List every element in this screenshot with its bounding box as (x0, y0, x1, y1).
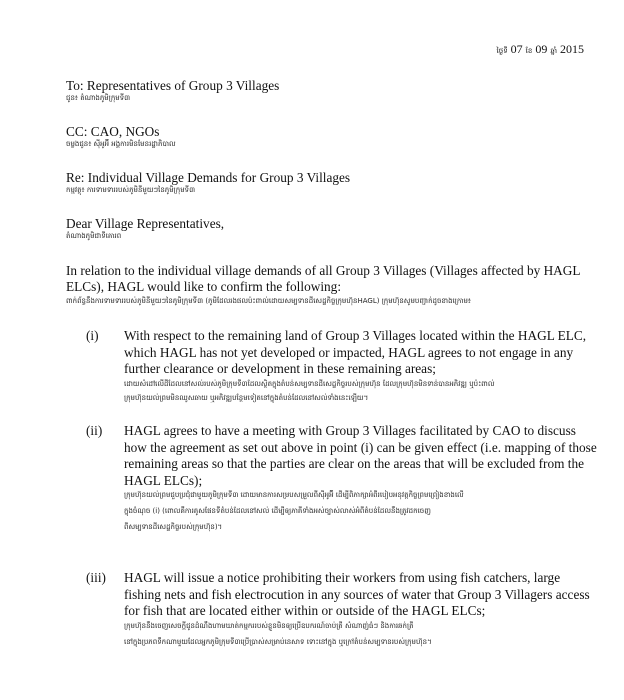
subject-line: Re: Individual Village Demands for Group 3 Villages (66, 170, 351, 185)
item-text-km: ដោយសំដៅលើដីដែលនៅសល់របស់ភូមិក្រុមទី៣ដែលស្ថិតក្នុងតំបន់សម្បទានដីសេដ្ឋកិច្ចរបស់ក្រុមហ៊ុន ដែលក្រុមហ៊ុនមិនទាន់បានអភិវឌ្ឍ ឬប៉ះពាល់ (124, 379, 495, 388)
item-text: HAGL agrees to have a meeting with Group 3 Villages facilitated by CAO to discuss how the agreement as set out above in point (i) can be given effect (i.e. mapping of those remaining areas so that the parties are clear on the areas that will be excluded from the HAGL ELCs); (124, 423, 597, 488)
item-number: (i) (86, 328, 99, 343)
date-day-label: ថ្ងៃទី (496, 47, 508, 55)
cc-block (66, 124, 601, 149)
cc-line: CC: CAO, NGOs (66, 124, 160, 139)
salutation-block (66, 216, 601, 241)
item-text-km: ក្នុងចំណុច (i) (ពោលគឺការគូសផែនទីតំបន់ដែលនៅសល់ ដើម្បីឲ្យភាគីទាំងអស់ច្បាស់លាស់អំពីតំបន់ដែលនឹងត្រូវដកចេញ (124, 507, 431, 516)
date-month-label: ខែ (525, 47, 533, 55)
salutation: Dear Village Representatives, (66, 216, 225, 231)
subject-line-km: កម្មវត្ថុ៖ ការទាមទាររបស់ភូមិនីមួយៗនៃភូមិក្រុមទី៣ (66, 186, 196, 194)
recipient-block (66, 78, 601, 103)
item-text-km: ក្រុមហ៊ុនយល់ព្រមជួបប្រជុំជាមួយភូមិក្រុមទី៣ ដោយមានការសម្របសម្រួលពីស៊ីអូអ៊ី ដើម្បីពិភាក្សាអំពីរបៀបអនុវត្តកិច្ចព្រមព្រៀងខាងលើ (124, 491, 464, 500)
item-text-km: ពីសម្បទានដីសេដ្ឋកិច្ចរបស់ក្រុមហ៊ុន)។ (124, 523, 223, 532)
item-text-km: ក្រុមហ៊ុននឹងចេញសេចក្តីជូនដំណឹងហាមឃាត់កម្មកររបស់ខ្លួនមិនឲ្យប្រើឧបករណ៍ចាប់ត្រី សំណាញ់ធំៗ និងការឆក់ត្រី (124, 621, 414, 630)
intro-text-km: ពាក់ព័ន្ធនឹងការទាមទាររបស់ភូមិនីមួយៗនៃភូមិក្រុមទី៣ (ភូមិដែលរងផលប៉ះពាល់ដោយសម្បទានដីសេដ្ឋកិច្ចក្រុមហ៊ុនHAGL) ក្រុមហ៊ុនសូមបញ្ជាក់ដូចខាងក្រោម៖ (66, 297, 472, 305)
item-body (124, 570, 599, 647)
item-text: HAGL will issue a notice prohibiting their workers from using fish catchers, large fishing nets and fish electrocution in any sources of water that Group 3 Villagers access for fish that are located either within or outside of the HAGL ELCs; (124, 570, 590, 619)
item-text: With respect to the remaining land of Group 3 Villages located within the HAGL ELC, which HAGL has not yet developed or impacted, HAGL agrees to not engage in any further clearance or development in these remaining areas; (124, 328, 587, 377)
item-text-km: នៅក្នុងប្រភពទឹកណាមួយដែលអ្នកភូមិក្រុមទី៣ប្រើប្រាស់សម្រាប់នេសាទ ទោះនៅក្នុង ឬក្រៅតំបន់សម្បទានរបស់ក្រុមហ៊ុន។ (124, 637, 432, 646)
item-number: (ii) (86, 423, 103, 438)
salutation-km: តំណាងភូមិជាទីគោរព (66, 232, 122, 240)
intro-paragraph (66, 263, 601, 306)
recipient-line: To: Representatives of Group 3 Villages (66, 78, 280, 93)
intro-text: In relation to the individual village demands of all Group 3 Villages (Villages affected by HAGL ELCs), HAGL would like to confirm the following: (66, 263, 581, 294)
date-day: 07 (510, 42, 523, 56)
recipient-line-km: ជូន៖ តំណាងភូមិក្រុមទី៣ (66, 94, 131, 102)
item-text-km: ក្រុមហ៊ុនយល់ព្រមមិនឈូសឆាយ ឬអភិវឌ្ឍបន្ថែមទៀតនៅក្នុងតំបន់ដែលនៅសល់ទាំងនេះឡើយ។ (124, 393, 369, 402)
subject-block (66, 170, 601, 195)
date-year: 2015 (560, 42, 584, 56)
item-body (124, 328, 599, 403)
date-year-label: ឆ្នាំ (550, 47, 557, 55)
letter-date (497, 42, 584, 57)
item-number: (iii) (86, 570, 106, 585)
item-body (124, 423, 599, 532)
date-month: 09 (535, 42, 548, 56)
cc-line-km: ចម្លងជូន៖ ស៊ីអូអ៊ី អង្គការមិនមែនរដ្ឋាភិបាល (66, 140, 176, 148)
